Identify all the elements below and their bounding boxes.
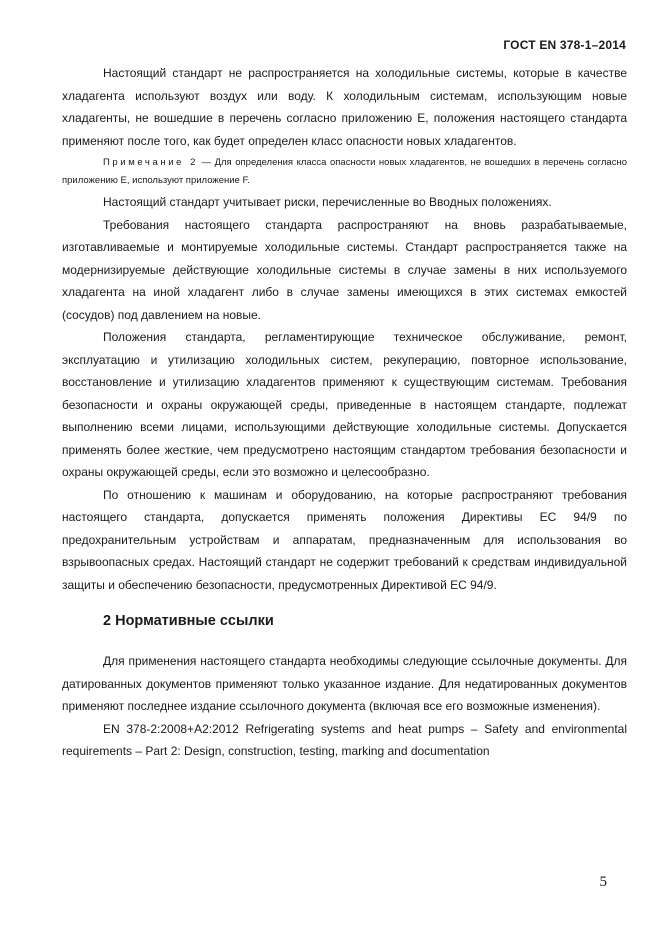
note-text: — Для определения класса опасности новых хладагентов, не вошедших в перечень согласно приложению Е, используют приложение F. [62, 157, 627, 186]
scope-paragraph-new-systems: Требования настоящего стандарта распространяют на вновь разрабатываемые, изготавливаемые и монтируемые холодильные системы. Стандарт распространяется также на модернизируемые действующие холодильные системы в случае замены в них используемого хладагента на иной хладагент либо в случае замены имеющихся в этих системах емкостей (сосудов) под давлением на новые. [62, 217, 627, 322]
section-heading-normative-references: 2 Нормативные ссылки [103, 613, 274, 629]
scope-paragraph-maintenance: Положения стандарта, регламентирующие техническое обслуживание, ремонт, эксплуатацию и утилизацию холодильных систем, рекуперацию, повторное использование, восстановление и утилизацию хладагентов применяют к существующим системам. Требования безопасности и охраны окружающей среды, приведенные в настоящем стандарте, подлежат выполнению всеми лицами, использующими действующие холодильные системы. Допускается применять более жесткие, чем предусмотрено настоящим стандартом требования безопасности и охраны окружающей среды, если это возможно и целесообразно. [62, 330, 627, 479]
reference-entry-en-378-2: EN 378-2:2008+A2:2012 Refrigerating systems and heat pumps – Safety and environmental requirements – Part 2: Design, construction, testing, marking and documentation [62, 721, 627, 758]
note-label: Примечание 2 [103, 157, 199, 168]
scope-paragraph-risks: Настоящий стандарт учитывает риски, перечисленные во Вводных положениях. [103, 195, 552, 209]
document-code-header: ГОСТ EN 378-1–2014 [503, 38, 626, 52]
page-number: 5 [599, 874, 607, 890]
references-intro-paragraph: Для применения настоящего стандарта необходимы следующие ссылочные документы. Для датированных документов применяют только указанное издание. Для недатированных документов применяют последнее издание ссылочного документа (включая все его возможные изменения). [62, 654, 627, 713]
document-body [62, 62, 627, 763]
scope-paragraph-refrigerants: Настоящий стандарт не распространяется на холодильные системы, которые в качестве хладагента используют воздух или воду. К холодильным системам, использующим новые хладагенты, не вошедшие в перечень согласно приложению Е, положения настоящего стандарта применяют после того, как будет определен класс опасности новых хладагентов. [62, 66, 627, 148]
note-2 [62, 154, 627, 190]
scope-paragraph-directive: По отношению к машинам и оборудованию, на которые распространяют требования настоящего стандарта, допускается применять положения Директивы ЕС 94/9 по предохранительным устройствам и аппаратам, предназначенным для использования во взрывоопасных средах. Настоящий стандарт не содержит требований к средствам индивидуальной защиты и обеспечению безопасности, предусмотренных Директивой ЕС 94/9. [62, 487, 627, 592]
